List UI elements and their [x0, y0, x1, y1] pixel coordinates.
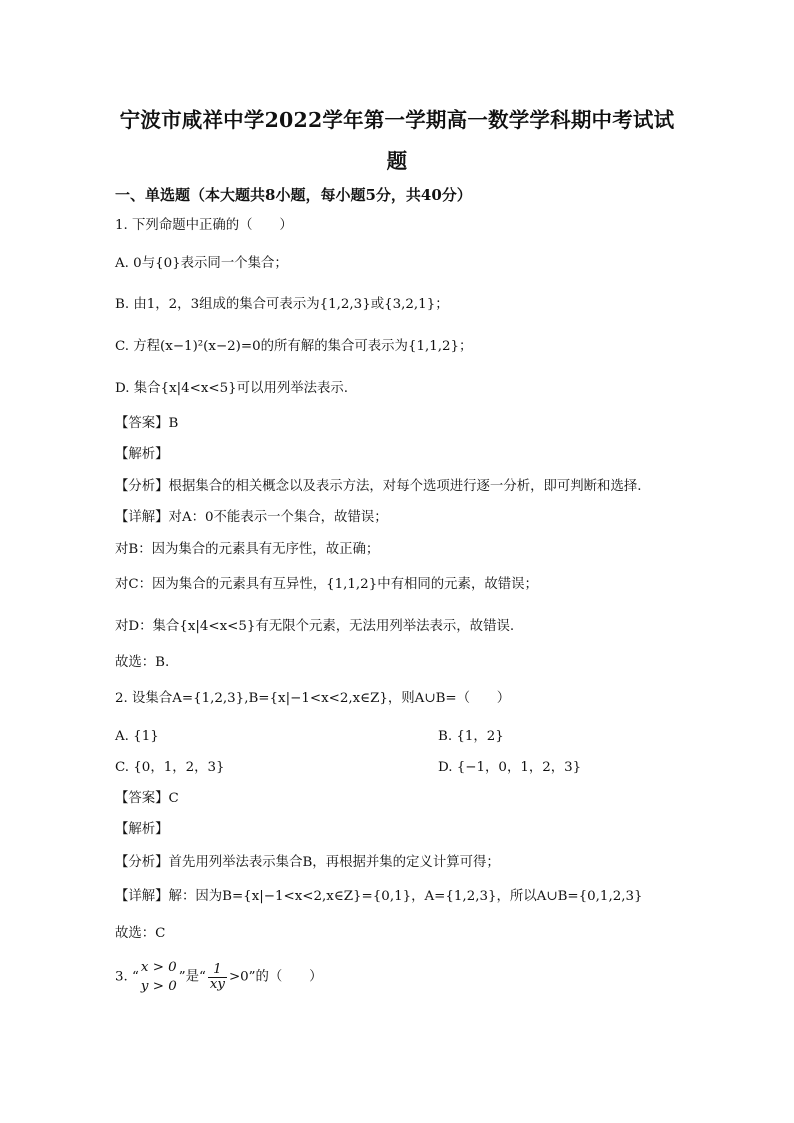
question-2-analysis: 【分析】首先用列举法表示集合B，再根据并集的定义计算可得； [115, 855, 500, 870]
question-1-stem: 1. 下列命题中正确的（ ） [115, 218, 293, 233]
question-1-detail-3: 对C：因为集合的元素具有互异性，{1,1,2}中有相同的元素，故错误； [115, 577, 538, 592]
question-1-option-c: C. 方程(x−1)²(x−2)=0的所有解的集合可表示为{1,1,2}； [115, 339, 473, 354]
system-bottom: y > 0 [140, 979, 177, 994]
question-1-analysis: 【分析】根据集合的相关概念以及表示方法，对每个选项进行逐一分析，即可判断和选择. [115, 479, 642, 494]
inequality-system [141, 958, 177, 996]
question-2-option-b: B. {1，2} [438, 729, 504, 744]
question-3-mid: ”是“ [178, 969, 206, 985]
question-2-conclusion: 故选：C [115, 926, 166, 941]
fraction-denominator: xy [209, 976, 225, 992]
question-1-detail-2: 对B：因为集合的元素具有无序性，故正确； [115, 542, 380, 557]
question-2-stem: 2. 设集合A={1,2,3},B={x|−1<x<2,x∈Z}，则A∪B=（ ） [115, 691, 511, 706]
section-heading: 一、单选题（本大题共8小题，每小题5分，共40分） [115, 186, 472, 204]
question-1-option-a: A. 0与{0}表示同一个集合； [115, 256, 288, 271]
question-1-option-d: D. 集合{x|4<x<5}可以用列举法表示. [115, 381, 349, 396]
question-2-option-a: A. {1} [115, 729, 159, 744]
question-2-detail: 【详解】解：因为B={x|−1<x<2,x∈Z}={0,1}，A={1,2,3}，所以A∪B={0,1,2,3} [115, 889, 643, 904]
system-top: x > 0 [140, 960, 177, 975]
fraction [208, 963, 227, 992]
question-2-answer: 【答案】C [115, 791, 179, 806]
question-1-detail-4: 对D：集合{x|4<x<5}有无限个元素，无法用列举法表示，故错误. [115, 619, 515, 634]
question-1-option-b: B. 由1，2，3组成的集合可表示为{1,2,3}或{3,2,1}； [115, 297, 449, 312]
question-3-prefix: 3. “ [115, 969, 139, 985]
question-2-jiexi: 【解析】 [115, 822, 169, 837]
question-1-jiexi: 【解析】 [115, 447, 169, 462]
question-1-conclusion: 故选：B. [115, 655, 170, 670]
question-2-option-c: C. {0，1，2，3} [115, 760, 225, 775]
page-title-line1: 宁波市咸祥中学2022学年第一学期高一数学学科期中考试试 [119, 108, 675, 132]
question-3-stem [115, 958, 322, 996]
question-1-answer: 【答案】B [115, 416, 179, 431]
question-2-option-d: D. {−1，0，1，2，3} [438, 760, 582, 775]
fraction-numerator: 1 [208, 963, 227, 978]
page-title-line2: 题 [386, 149, 408, 173]
question-3-suffix: >0”的（ ） [228, 969, 323, 985]
question-1-detail-1: 【详解】对A：0不能表示一个集合，故错误； [115, 510, 388, 525]
